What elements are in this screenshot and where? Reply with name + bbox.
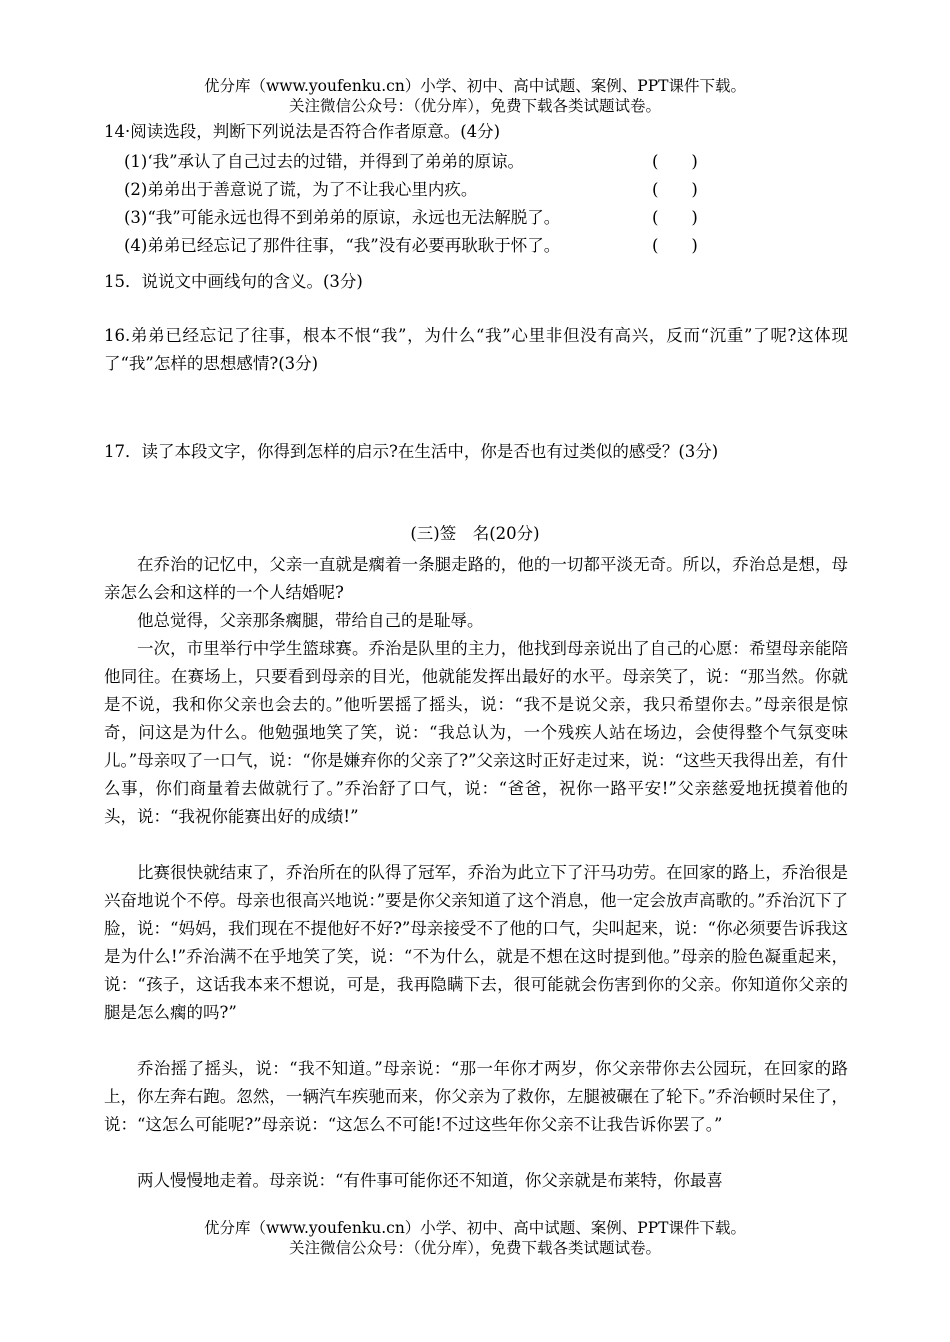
question-15: 15．说说文中画线句的含义。(3分) bbox=[104, 272, 363, 291]
question-16: 16.弟弟已经忘记了往事，根本不恨“我”，为什么“我”心里非但没有高兴，反而“沉重”了呢?这体现了“我”怎样的思想感情?(3分) bbox=[104, 326, 848, 373]
question-14-item-4: (4)弟弟已经忘记了那件往事，“我”没有必要再耿耿于怀了。 bbox=[124, 236, 561, 255]
answer-blank-4[interactable]: ( ) bbox=[652, 236, 698, 255]
footer-line-1: 优分库（www.youfenku.cn）小学、初中、高中试题、案例、PPT课件下载。 bbox=[203, 1219, 747, 1237]
question-14-item-3: (3)“我”可能永远也得不到弟弟的原谅，永远也无法解脱了。 bbox=[124, 208, 561, 227]
answer-blank-2[interactable]: ( ) bbox=[652, 180, 698, 199]
passage-paragraph-6: 两人慢慢地走着。母亲说：“有件事可能你还不知道，你父亲就是布莱特，你最喜 bbox=[137, 1171, 723, 1190]
question-14-title: 14·阅读选段，判断下列说法是否符合作者原意。(4分) bbox=[104, 122, 501, 141]
footer-line-2: 关注微信公众号：（优分库），免费下载各类试题试卷。 bbox=[288, 1239, 661, 1257]
question-17: 17．读了本段文字，你得到怎样的启示?在生活中，你是否也有过类似的感受？(3分) bbox=[104, 442, 719, 461]
header-line-1: 优分库（www.youfenku.cn）小学、初中、高中试题、案例、PPT课件下载。 bbox=[203, 77, 747, 95]
passage-paragraph-2: 他总觉得，父亲那条瘸腿，带给自己的是耻辱。 bbox=[137, 611, 484, 630]
passage-paragraph-4: 比赛很快就结束了，乔治所在的队得了冠军，乔治为此立下了汗马功劳。在回家的路上，乔治很是兴奋地说个不停。母亲也很高兴地说：”要是你父亲知道了这个消息，他一定会放声高歌的。”乔治沉下了脸，说：“妈妈，我们现在不提他好不好?”母亲接受不了他的口气，尖叫起来，说：“你必须要告诉我这是为什么!”乔治满不在乎地笑了笑，说：“不为什么，就是不想在这时提到他。”母亲的脸色凝重起来，说：“孩子，这话我本来不想说，可是，我再隐瞒下去，很可能就会伤害到你的父亲。你知道你父亲的腿是怎么瘸的吗?” bbox=[104, 863, 848, 1022]
question-14-item-1: (1)‘我”承认了自己过去的过错，并得到了弟弟的原谅。 bbox=[124, 152, 525, 171]
answer-blank-1[interactable]: ( ) bbox=[652, 152, 698, 171]
passage-paragraph-3: 一次，市里举行中学生篮球赛。乔治是队里的主力，他找到母亲说出了自己的心愿：希望母亲能陪他同往。在赛场上，只要看到母亲的目光，他就能发挥出最好的水平。母亲笑了，说：“那当然。你就是不说，我和你父亲也会去的。”他听罢摇了摇头，说：“我不是说父亲，我只希望你去。”母亲很是惊奇，问这是为什么。他勉强地笑了笑，说：“我总认为，一个残疾人站在场边，会使得整个气氛变味儿。”母亲叹了一口气，说：“你是嫌弃你的父亲了?”父亲这时正好走过来，说：“这些天我得出差，有什么事，你们商量着去做就行了。”乔治舒了口气，说：“爸爸，祝你一路平安!”父亲慈爱地抚摸着他的头，说：“我祝你能赛出好的成绩!” bbox=[104, 639, 848, 826]
question-14-item-2: (2)弟弟出于善意说了谎，为了不让我心里内疚。 bbox=[124, 180, 478, 199]
passage-paragraph-1: 在乔治的记忆中，父亲一直就是瘸着一条腿走路的，他的一切都平淡无奇。所以，乔治总是想，母亲怎么会和这样的一个人结婚呢? bbox=[104, 555, 848, 602]
header-line-2: 关注微信公众号：（优分库），免费下载各类试题试卷。 bbox=[288, 97, 661, 115]
passage-title: (三)签 名(20分) bbox=[410, 524, 540, 543]
answer-blank-3[interactable]: ( ) bbox=[652, 208, 698, 227]
passage-paragraph-5: 乔治摇了摇头，说：“我不知道。”母亲说：“那一年你才两岁，你父亲带你去公园玩，在回家的路上，你左奔右跑。忽然，一辆汽车疾驰而来，你父亲为了救你，左腿被碾在了轮下。”乔治顿时呆住了，说：“这怎么可能呢?”母亲说：“这怎么不可能!不过这些年你父亲不让我告诉你罢了。” bbox=[104, 1059, 848, 1134]
